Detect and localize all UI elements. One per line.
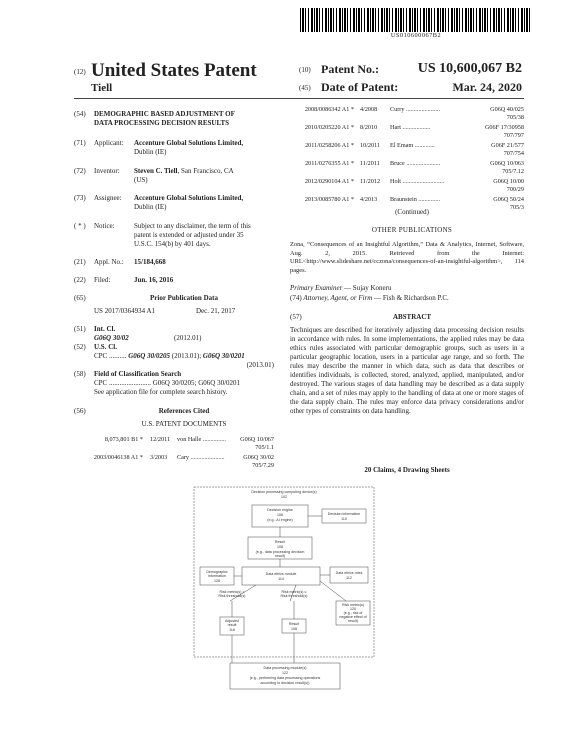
field-57-num: (57) bbox=[290, 313, 302, 321]
decision-engine-ref: 106 bbox=[277, 513, 283, 517]
ref-name: Curry ...................... bbox=[390, 106, 441, 113]
ref-date: 4/2013 bbox=[360, 196, 378, 203]
field-56-num: (56) bbox=[74, 407, 86, 415]
examiner-name: — Sujay Koneru bbox=[342, 284, 392, 292]
field-22-num: (22) bbox=[74, 276, 86, 284]
us-cl-class-2: G06Q 30/0201 bbox=[202, 352, 245, 360]
ref-date: 3/2003 bbox=[150, 454, 168, 461]
ethics-rules-box bbox=[330, 567, 368, 583]
notice-line-1: Subject to any disclaimer, the term of this bbox=[134, 222, 251, 230]
computing-device-ref: 102 bbox=[281, 495, 287, 499]
ref-number: 2011/0276355 A1 * bbox=[305, 160, 354, 167]
decision-info-label: Decision information bbox=[327, 512, 361, 516]
ref-name: Holt ........................... bbox=[390, 178, 445, 185]
ref-class: G06F 17/30958 bbox=[484, 124, 524, 131]
ref-date: 11/2011 bbox=[360, 160, 380, 167]
result-2-ref: 108 bbox=[291, 627, 297, 631]
adjusted-result-ref: 116 bbox=[229, 628, 235, 632]
int-cl-year: (2012.01) bbox=[174, 334, 202, 342]
ref-name: Braunstein .............. bbox=[390, 196, 441, 203]
ref-number: 2003/0046138 A1 * bbox=[93, 454, 143, 461]
claims-summary: 20 Claims, 4 Drawing Sheets bbox=[364, 466, 450, 474]
ref-class-secondary: 707/754 bbox=[503, 150, 524, 157]
us-patent-docs-title: U.S. PATENT DOCUMENTS bbox=[141, 420, 227, 428]
demographic-label: Demographic bbox=[206, 570, 228, 574]
data-processing-ref: 122 bbox=[282, 671, 288, 675]
field-51-num: (51) bbox=[74, 325, 86, 333]
other-publications-title: OTHER PUBLICATIONS bbox=[371, 226, 453, 234]
risk-metric-sub-2: negative effect of bbox=[339, 615, 367, 619]
us-cl-line bbox=[94, 352, 245, 361]
decision-info-ref: 110 bbox=[341, 517, 347, 521]
ethics-module-ref: 114 bbox=[278, 577, 284, 581]
patent-number: US 10,600,067 B2 bbox=[417, 61, 522, 76]
inventor-city: , San Francisco, CA bbox=[177, 167, 234, 175]
references-title: References Cited bbox=[158, 407, 210, 415]
ref-number: 2013/0085780 A1 * bbox=[304, 196, 354, 203]
notice-line-3: U.S.C. 154(b) by 401 days. bbox=[134, 240, 211, 248]
ref-number: 2008/0086342 A1 * bbox=[304, 106, 354, 113]
inventor-line-1 bbox=[134, 167, 234, 176]
assignee-location: Dublin (IE) bbox=[134, 203, 167, 211]
risk-metric-sub-1: (e.g., risk of bbox=[343, 611, 363, 615]
ref-date: 8/2010 bbox=[360, 124, 378, 131]
field-73-num: (73) bbox=[74, 194, 86, 202]
applicant-name: Accenture Global Solutions Limited, bbox=[134, 139, 244, 147]
attorney-label: Attorney, Agent, or Firm bbox=[303, 294, 373, 302]
code-45: (45) bbox=[299, 84, 311, 92]
risk-condition-lesser: Risk metric(s) ≤ bbox=[281, 590, 307, 594]
inventor-name: Steven C. Tiell bbox=[134, 167, 178, 175]
examiner-label: Primary Examiner bbox=[290, 284, 343, 292]
ref-number: 8,073,801 B1 * bbox=[104, 436, 143, 443]
risk-metric-label: Risk metric(s) bbox=[342, 603, 364, 607]
ref-class: G06Q 10/067 bbox=[240, 436, 274, 443]
field-search-note: See application file for complete search history. bbox=[94, 388, 228, 396]
notice-label: Notice: bbox=[94, 222, 115, 230]
barcode bbox=[300, 8, 532, 32]
notice-line-2: patent is extended or adjusted under 35 bbox=[134, 231, 244, 239]
ref-class-secondary: 705/7.29 bbox=[252, 462, 274, 469]
field-58-num: (58) bbox=[74, 370, 86, 378]
code-10: (10) bbox=[299, 66, 311, 74]
field-54-num: (54) bbox=[74, 110, 86, 118]
ref-name: El Emam ............. bbox=[390, 142, 435, 149]
ref-number: 2010/0205220 A1 * bbox=[304, 124, 354, 131]
assignee-label: Assignee: bbox=[94, 194, 122, 202]
risk-metric-ref: 120 bbox=[350, 607, 356, 611]
applicant-label: Applicant: bbox=[94, 139, 124, 147]
ref-class: G06Q 50/24 bbox=[493, 196, 524, 203]
result-ref: 108 bbox=[277, 545, 283, 549]
ref-class-secondary: 705/38 bbox=[506, 114, 524, 121]
date-of-patent: Mar. 24, 2020 bbox=[452, 80, 522, 94]
ethics-rules-ref: 112 bbox=[346, 576, 352, 580]
document-type: United States Patent bbox=[91, 60, 257, 81]
ethics-rules-label: Data ethics rules bbox=[335, 571, 363, 575]
data-processing-sub-2: according to decision result(s)) bbox=[260, 681, 310, 685]
demographic-label-2: information bbox=[208, 574, 226, 578]
ref-class: G06Q 10/00 bbox=[493, 178, 524, 185]
result-2-label: Result bbox=[288, 622, 300, 626]
us-cl-label: U.S. Cl. bbox=[94, 343, 117, 351]
ref-date: 12/2011 bbox=[150, 436, 171, 443]
int-cl-class: G06Q 30/02 bbox=[94, 334, 129, 342]
us-cl-class-1: G06Q 30/0205 bbox=[128, 352, 171, 360]
us-cl-year-1: (2013.01); bbox=[170, 352, 203, 360]
ref-date: 11/2012 bbox=[360, 178, 381, 185]
field-65-num: (65) bbox=[74, 294, 86, 302]
decision-engine-sub: (e.g., AI engine) bbox=[267, 518, 293, 522]
adjusted-result-label: Adjusted bbox=[225, 619, 239, 623]
result-label: Result bbox=[274, 540, 286, 544]
filed-label: Filed: bbox=[94, 276, 111, 284]
other-publication-entry: Zona, “Consequences of an Insightful Algorithm,” Data & Analytics, Internet, Software, Aug. 2, 2015. Retrieved from the Internet: URL<http://www.slideshare.net/cczona/consequences-of-an-insightful-algorithm>, 114 pages. bbox=[290, 241, 524, 274]
ref-class-secondary: 700/29 bbox=[506, 186, 524, 193]
ref-date: 10/2011 bbox=[360, 142, 381, 149]
notice-num: ( * ) bbox=[74, 222, 86, 230]
risk-condition-greater-2: Risk threshold(s) bbox=[218, 594, 246, 598]
field-71-num: (71) bbox=[74, 139, 86, 147]
ethics-module-box bbox=[242, 567, 320, 585]
ref-class-secondary: 705/3 bbox=[509, 204, 524, 211]
field-72-num: (72) bbox=[74, 167, 86, 175]
ref-class: G06F 21/577 bbox=[491, 142, 524, 149]
int-cl-label: Int. Cl. bbox=[94, 325, 116, 333]
ref-class: G06Q 30/02 bbox=[243, 454, 274, 461]
filed-date: Jun. 16, 2016 bbox=[134, 276, 174, 284]
ref-number: 2012/0290104 A1 * bbox=[304, 178, 354, 185]
ref-class: G06Q 40/025 bbox=[490, 106, 524, 113]
demographic-ref: 128 bbox=[214, 579, 220, 583]
prior-pub-date: Dec. 21, 2017 bbox=[196, 307, 236, 315]
ref-number: 2011/0258206 A1 * bbox=[305, 142, 354, 149]
computing-device-label: Decision processing computing device(s) bbox=[251, 490, 317, 494]
us-cl-cpc: CPC .......... bbox=[94, 352, 127, 360]
result-sub-1: (e.g., data processing decision bbox=[255, 550, 305, 554]
abstract-text: Techniques are described for iteratively adjusting data processing decision results in accordance with rules. In some implementations, the applied rules may be data ethics rules associated with particular demographic groups, such as users in a particular geographic location, users in a particular age range, and so forth. The rules may describe the manner in which data, such as data that describes or identifies individuals, is collected, stored, analyzed, applied, manipulated, and/or destroyed. The various stages of data handling may be described as a data supply chain, and a set of rules may apply to the handling of data at one or more stages of the data supply chain. The rules may enforce data privacy considerations and/or other types of constraints on data handling. bbox=[290, 326, 524, 415]
result-sub-2: result) bbox=[275, 554, 285, 558]
patent-number-label: Patent No.: bbox=[321, 62, 379, 76]
attorney-line bbox=[290, 294, 449, 303]
ref-class-secondary: 707/797 bbox=[503, 132, 524, 139]
field-21-num: (21) bbox=[74, 258, 86, 266]
field-search-label: Field of Classification Search bbox=[94, 370, 182, 378]
examiner-line bbox=[290, 284, 392, 293]
appl-no: 15/184,668 bbox=[134, 258, 166, 266]
inventor-country: (US) bbox=[134, 176, 148, 184]
ref-name: von Halle ............... bbox=[177, 436, 226, 443]
code-12: (12) bbox=[74, 68, 86, 76]
ref-name: Bruce ...................... bbox=[390, 160, 441, 167]
barcode-number: US010600067B2 bbox=[390, 32, 442, 39]
ref-name: Hart .................. bbox=[390, 124, 431, 131]
field-search-cpc: CPC ........................ G06Q 30/0205; G06Q 30/0201 bbox=[94, 379, 241, 387]
assignee-name: Accenture Global Solutions Limited, bbox=[134, 194, 244, 202]
appl-no-label: Appl. No.: bbox=[94, 258, 124, 266]
prior-pub-title: Prior Publication Data bbox=[150, 294, 218, 302]
abstract-title: ABSTRACT bbox=[392, 313, 432, 321]
risk-condition-lesser-2: Risk threshold(s) bbox=[280, 594, 308, 598]
risk-metric-sub-3: result) bbox=[348, 619, 358, 623]
attorney-firm: — Fish & Richardson P.C. bbox=[372, 294, 449, 302]
title-line-2: DATA PROCESSING DECISION RESULTS bbox=[94, 119, 230, 127]
date-of-patent-label: Date of Patent: bbox=[321, 80, 399, 94]
ethics-module-label: Data ethics module bbox=[265, 572, 297, 576]
inventor-label: Inventor: bbox=[94, 167, 120, 175]
inventor-surname: Tiell bbox=[91, 82, 113, 94]
title-line-1: DEMOGRAPHIC BASED ADJUSTMENT OF bbox=[94, 110, 235, 118]
us-cl-year-2: (2013.01) bbox=[246, 361, 274, 369]
data-processing-sub-1: (e.g., performing data processing operations bbox=[249, 676, 321, 680]
adjusted-result-label-2: result bbox=[227, 623, 237, 627]
front-page-diagram bbox=[186, 483, 384, 728]
attorney-num: (74) bbox=[290, 294, 302, 302]
field-52-num: (52) bbox=[74, 343, 86, 351]
decision-engine-label: Decision engine bbox=[267, 508, 293, 512]
continued-note: (Continued) bbox=[395, 208, 429, 216]
data-processing-label: Data processing module(s) bbox=[263, 666, 307, 670]
ref-class-secondary: 705/1.1 bbox=[255, 444, 274, 451]
applicant-location: Dublin (IE) bbox=[134, 148, 167, 156]
header-rule bbox=[74, 98, 524, 99]
ref-class-secondary: 705/7.12 bbox=[502, 168, 524, 175]
prior-pub-number: US 2017/0364934 A1 bbox=[94, 307, 156, 315]
risk-condition-greater: Risk metric(s) > bbox=[219, 590, 245, 594]
ref-name: Cary ...................... bbox=[177, 454, 225, 461]
ref-date: 4/2008 bbox=[360, 106, 378, 113]
ref-class: G06Q 10/063 bbox=[490, 160, 524, 167]
